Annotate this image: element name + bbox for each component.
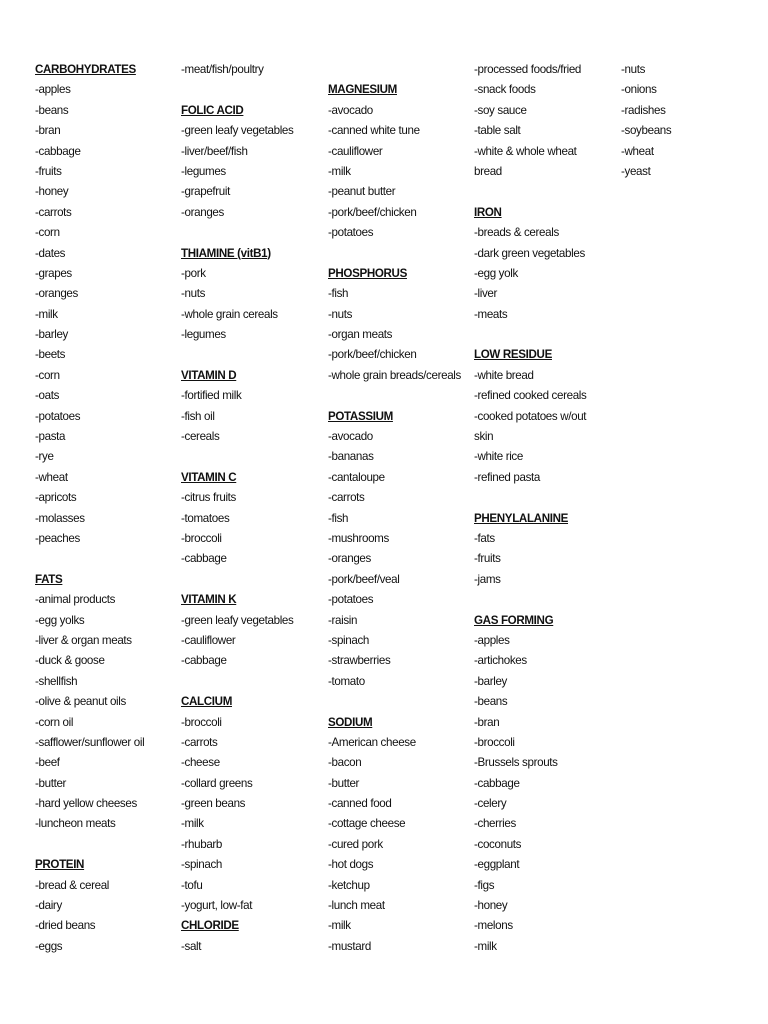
food-item: -tomatoes (181, 511, 230, 525)
spacer (181, 223, 293, 243)
food-item: -milk (35, 307, 58, 321)
food-item: -peaches (35, 531, 80, 545)
food-item: -butter (35, 776, 67, 790)
food-item: -oranges (181, 205, 224, 219)
food-item: -soy sauce (474, 103, 527, 117)
food-item: -bread & cereal (35, 878, 110, 892)
food-item: -green leafy vegetables (181, 124, 294, 138)
food-item: -onions (621, 83, 657, 97)
food-item: -dark green vegetables (474, 246, 585, 260)
food-item: -mushrooms (328, 531, 389, 545)
food-item: -fats (474, 531, 495, 545)
food-item: -corn (35, 368, 60, 382)
section-heading: PROTEIN (35, 858, 85, 872)
food-item: -processed foods/fried (474, 63, 582, 76)
food-item: -cauliflower (181, 633, 236, 647)
food-item: -animal products (35, 593, 116, 607)
food-item: -nuts (328, 307, 353, 321)
food-item: -cabbage (181, 552, 227, 566)
food-item: -radishes (621, 103, 666, 117)
food-item: -grapes (35, 266, 72, 280)
food-item: -grapefruit (181, 185, 230, 199)
food-item: -barley (35, 328, 68, 342)
food-item: -strawberries (328, 654, 391, 668)
food-item: -honey (474, 899, 508, 913)
food-item: -tofu (181, 878, 203, 892)
food-item: -white bread (474, 368, 534, 382)
food-item: -milk (474, 939, 497, 953)
food-item: -eggplant (474, 858, 520, 872)
food-item: -fish (328, 511, 349, 525)
food-item: -ketchup (328, 878, 370, 892)
food-item: -lunch meat (328, 899, 385, 913)
food-item: -oranges (328, 552, 371, 566)
food-item: -snack foods (474, 83, 536, 97)
food-item: -spinach (328, 633, 370, 647)
section-heading: SODIUM (328, 715, 373, 729)
section-heading: GAS FORMING (474, 613, 554, 627)
spacer (35, 549, 144, 569)
food-item: -olive & peanut oils (35, 695, 126, 709)
food-item: -green beans (181, 797, 246, 811)
spacer (181, 672, 293, 692)
food-item: -jams (474, 572, 501, 586)
food-item: -whole grain breads/cereals (328, 368, 461, 382)
food-item: -pork/beef/chicken (328, 205, 417, 219)
food-item: -beets (35, 348, 66, 362)
food-item: -breads & cereals (474, 226, 559, 240)
food-item: -carrots (181, 735, 218, 749)
food-item: -duck & goose (35, 654, 105, 668)
food-item: -beans (474, 695, 508, 709)
food-item: -cheese (181, 756, 220, 770)
food-item: -cooked potatoes w/out (474, 409, 587, 423)
food-item: -nuts (181, 287, 206, 301)
food-item: -dates (35, 246, 66, 260)
food-item: -apples (474, 633, 510, 647)
food-item: -hard yellow cheeses (35, 797, 137, 811)
food-item: -egg yolks (35, 613, 85, 627)
food-item: -bananas (328, 450, 374, 464)
spacer (328, 244, 461, 264)
food-item: -rye (35, 450, 54, 464)
spacer (181, 80, 293, 100)
food-item: -dried beans (35, 919, 96, 933)
food-item: -broccoli (181, 715, 222, 729)
section-heading: PHOSPHORUS (328, 266, 407, 280)
food-item: -cauliflower (328, 144, 383, 158)
food-item: -refined pasta (474, 470, 540, 484)
food-item: -tomato (328, 674, 365, 688)
food-item: -liver & organ meats (35, 633, 132, 647)
spacer (181, 447, 293, 467)
section-heading: FATS (35, 572, 63, 586)
food-item: -potatoes (328, 593, 374, 607)
food-item: -wheat (35, 470, 68, 484)
spacer (328, 386, 461, 406)
spacer (474, 182, 586, 202)
food-item: -avocado (328, 103, 373, 117)
spacer (474, 488, 586, 508)
spacer (181, 345, 293, 365)
spacer (328, 692, 461, 712)
food-item: -butter (328, 776, 360, 790)
food-item: -milk (328, 164, 351, 178)
section-heading: POTASSIUM (328, 409, 393, 423)
food-item: -legumes (181, 164, 226, 178)
food-item: -oats (35, 389, 60, 403)
food-item: -bran (474, 715, 500, 729)
food-item: -eggs (35, 939, 63, 953)
food-item: -cottage cheese (328, 817, 406, 831)
food-item: -canned food (328, 797, 392, 811)
food-item: -nuts (621, 63, 646, 76)
food-item: -liver/beef/fish (181, 144, 248, 158)
food-item: -raisin (328, 613, 358, 627)
food-item: -broccoli (474, 735, 515, 749)
section-heading: CALCIUM (181, 695, 233, 709)
food-item: -potatoes (328, 226, 374, 240)
food-item: -egg yolk (474, 266, 518, 280)
food-item: -safflower/sunflower oil (35, 735, 145, 749)
food-item: -whole grain cereals (181, 307, 278, 321)
column-2 (181, 60, 293, 957)
food-item: -cantaloupe (328, 470, 385, 484)
food-item: -pork/beef/veal (328, 572, 400, 586)
food-item: -potatoes (35, 409, 81, 423)
food-item: -fortified milk (181, 389, 242, 403)
spacer (328, 60, 461, 80)
food-item: -avocado (328, 430, 373, 444)
food-item: -celery (474, 797, 507, 811)
food-item: -corn (35, 226, 60, 240)
food-item: -luncheon meats (35, 817, 116, 831)
food-item: -hot dogs (328, 858, 374, 872)
food-item: -honey (35, 185, 69, 199)
food-item: -cereals (181, 430, 220, 444)
spacer (474, 325, 586, 345)
food-item: -yeast (621, 164, 651, 178)
food-item: -white & whole wheat (474, 144, 577, 158)
column-4 (474, 60, 586, 957)
food-item: bread (474, 164, 502, 178)
food-item: -soybeans (621, 124, 672, 138)
food-item: -American cheese (328, 735, 416, 749)
food-item: -collard greens (181, 776, 253, 790)
food-item: -Brussels sprouts (474, 756, 558, 770)
food-item: -pasta (35, 430, 66, 444)
food-item: -bran (35, 124, 61, 138)
food-item: -peanut butter (328, 185, 396, 199)
food-item: -molasses (35, 511, 85, 525)
food-item: -cabbage (35, 144, 81, 158)
section-heading: VITAMIN C (181, 470, 237, 484)
food-item: -yogurt, low-fat (181, 899, 253, 913)
food-item: -meats (474, 307, 508, 321)
food-item: -beans (35, 103, 69, 117)
food-item: -fish oil (181, 409, 215, 423)
food-item: -bacon (328, 756, 362, 770)
food-item: -oranges (35, 287, 78, 301)
food-item: -fruits (474, 552, 501, 566)
food-item: -melons (474, 919, 513, 933)
food-item: -apples (35, 83, 71, 97)
food-item: -milk (181, 817, 204, 831)
section-heading: PHENYLALANINE (474, 511, 569, 525)
spacer (474, 590, 586, 610)
food-item: -barley (474, 674, 507, 688)
column-1 (35, 60, 144, 957)
section-heading: THIAMINE (vitB1) (181, 246, 271, 260)
food-item: -legumes (181, 328, 226, 342)
section-heading: VITAMIN D (181, 368, 237, 382)
column-5 (621, 60, 671, 182)
spacer (35, 835, 144, 855)
section-heading: VITAMIN K (181, 593, 237, 607)
section-heading: LOW RESIDUE (474, 348, 552, 362)
food-item: -carrots (328, 491, 365, 505)
food-item: -liver (474, 287, 498, 301)
spacer (181, 570, 293, 590)
food-item: -meat/fish/poultry (181, 63, 264, 76)
food-item: -corn oil (35, 715, 74, 729)
food-item: -organ meats (328, 328, 393, 342)
food-item: -rhubarb (181, 837, 223, 851)
food-item: -cabbage (181, 654, 227, 668)
section-heading: CARBOHYDRATES (35, 63, 136, 76)
section-heading: CHLORIDE (181, 919, 239, 933)
food-item: -wheat (621, 144, 654, 158)
food-item: -artichokes (474, 654, 527, 668)
food-item: skin (474, 430, 494, 444)
food-item: -fish (328, 287, 349, 301)
food-item: -citrus fruits (181, 491, 237, 505)
food-item: -spinach (181, 858, 223, 872)
food-item: -milk (328, 919, 351, 933)
section-heading: IRON (474, 205, 502, 219)
food-item: -salt (181, 939, 202, 953)
food-item: -refined cooked cereals (474, 389, 587, 403)
section-heading: FOLIC ACID (181, 103, 244, 117)
food-item: -cured pork (328, 837, 383, 851)
food-item: -pork/beef/chicken (328, 348, 417, 362)
food-item: -dairy (35, 899, 62, 913)
food-item: -beef (35, 756, 60, 770)
food-item: -table salt (474, 124, 521, 138)
section-heading: MAGNESIUM (328, 83, 397, 97)
food-item: -mustard (328, 939, 371, 953)
food-item: -broccoli (181, 531, 222, 545)
food-item: -apricots (35, 491, 77, 505)
food-item: -carrots (35, 205, 72, 219)
food-item: -coconuts (474, 837, 522, 851)
food-item: -canned white tune (328, 124, 420, 138)
food-item: -shellfish (35, 674, 78, 688)
food-item: -cabbage (474, 776, 520, 790)
food-item: -cherries (474, 817, 516, 831)
food-item: -green leafy vegetables (181, 613, 294, 627)
food-item: -pork (181, 266, 206, 280)
food-item: -white rice (474, 450, 523, 464)
column-3 (328, 60, 461, 957)
food-item: -figs (474, 878, 495, 892)
food-item: -fruits (35, 164, 62, 178)
